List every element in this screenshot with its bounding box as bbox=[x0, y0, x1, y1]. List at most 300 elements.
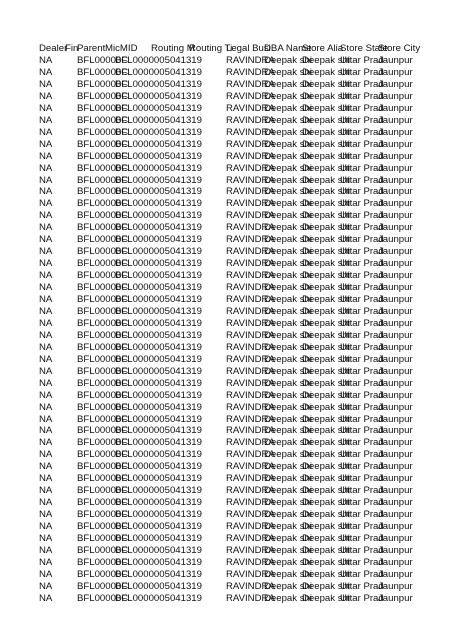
cell-dba-name: Deepak shi bbox=[264, 90, 312, 102]
cell-store-city: Jaunpur bbox=[378, 461, 413, 473]
cell-fin: BFL00000C bbox=[77, 78, 129, 90]
header-cell-micmid: MicMID bbox=[105, 43, 138, 54]
cell-dba-name: Deepak shi bbox=[264, 377, 312, 389]
cell-legal-busi: RAVINDRA bbox=[226, 198, 275, 210]
cell-fin: BFL00000C bbox=[77, 461, 129, 473]
cell-legal-busi: RAVINDRA bbox=[226, 556, 275, 568]
cell-store-alia: Deepak shi bbox=[302, 413, 350, 425]
cell-store-alia: Deepak shi bbox=[302, 234, 350, 246]
cell-store-alia: Deepak shi bbox=[302, 580, 350, 592]
cell-dealer: NA bbox=[39, 533, 53, 544]
cell-legal-busi: RAVINDRA bbox=[226, 258, 275, 270]
cell-store-city: Jaunpur bbox=[378, 102, 413, 114]
cell-fin: BFL00000C bbox=[77, 556, 129, 568]
cell-legal-busi: RAVINDRA bbox=[226, 78, 275, 90]
cell-fin: BFL00000C bbox=[77, 592, 129, 604]
cell-dealer: NA bbox=[39, 317, 53, 329]
table-row bbox=[0, 497, 474, 509]
cell-store-alia: Deepak shi bbox=[302, 126, 350, 138]
cell-store-city: Jaunpur bbox=[378, 568, 413, 580]
cell-legal-busi: RAVINDRA bbox=[226, 533, 275, 544]
table-row bbox=[0, 557, 474, 569]
cell-dealer: NA bbox=[39, 521, 53, 533]
cell-fin: BFL00000C bbox=[77, 210, 129, 222]
cell-store-city: Jaunpur bbox=[378, 174, 413, 186]
cell-store-alia: Deepak shi bbox=[302, 174, 350, 186]
cell-store-alia: Deepak shi bbox=[302, 544, 350, 556]
cell-dba-name: Deepak shi bbox=[264, 66, 312, 78]
cell-dealer: NA bbox=[39, 509, 53, 521]
table-row bbox=[0, 581, 474, 593]
cell-dealer: NA bbox=[39, 580, 53, 592]
cell-store-state: Uttar Prad bbox=[340, 138, 384, 150]
cell-dba-name: Deepak shi bbox=[264, 521, 312, 533]
cell-fin: BFL00000C bbox=[77, 353, 129, 365]
cell-legal-busi: RAVINDRA bbox=[226, 437, 275, 449]
cell-parent: BFL0000005041319 bbox=[115, 198, 202, 210]
cell-legal-busi: RAVINDRA bbox=[226, 162, 275, 174]
cell-store-alia: Deepak shi bbox=[302, 138, 350, 150]
cell-parent: BFL0000005041319 bbox=[115, 55, 202, 66]
cell-dealer: NA bbox=[39, 270, 53, 282]
cell-store-city: Jaunpur bbox=[378, 150, 413, 162]
cell-store-alia: Deepak shi bbox=[302, 341, 350, 353]
cell-dba-name: Deepak shi bbox=[264, 102, 312, 114]
cell-fin: BFL00000C bbox=[77, 497, 129, 509]
cell-parent: BFL0000005041319 bbox=[115, 90, 202, 102]
cell-fin: BFL00000C bbox=[77, 66, 129, 78]
cell-parent: BFL0000005041319 bbox=[115, 485, 202, 497]
cell-store-state: Uttar Prad bbox=[340, 365, 384, 377]
cell-store-alia: Deepak shi bbox=[302, 365, 350, 377]
cell-store-city: Jaunpur bbox=[378, 497, 413, 509]
cell-store-city: Jaunpur bbox=[378, 485, 413, 497]
table-row bbox=[0, 186, 474, 198]
cell-store-alia: Deepak shi bbox=[302, 186, 350, 198]
cell-dealer: NA bbox=[39, 592, 53, 604]
cell-dealer: NA bbox=[39, 568, 53, 580]
cell-dba-name: Deepak shi bbox=[264, 210, 312, 222]
cell-dba-name: Deepak shi bbox=[264, 473, 312, 485]
cell-store-alia: Deepak shi bbox=[302, 485, 350, 497]
cell-dba-name: Deepak shi bbox=[264, 174, 312, 186]
cell-dba-name: Deepak shi bbox=[264, 592, 312, 604]
table-row bbox=[0, 318, 474, 330]
cell-fin: BFL00000C bbox=[77, 533, 129, 544]
cell-legal-busi: RAVINDRA bbox=[226, 341, 275, 353]
cell-parent: BFL0000005041319 bbox=[115, 294, 202, 305]
cell-legal-busi: RAVINDRA bbox=[226, 90, 275, 102]
cell-dba-name: Deepak shi bbox=[264, 353, 312, 365]
cell-legal-busi: RAVINDRA bbox=[226, 580, 275, 592]
cell-dealer: NA bbox=[39, 485, 53, 497]
cell-dba-name: Deepak shi bbox=[264, 485, 312, 497]
cell-legal-busi: RAVINDRA bbox=[226, 305, 275, 317]
cell-dealer: NA bbox=[39, 234, 53, 246]
header-cell-store-city: Store City bbox=[378, 43, 421, 54]
cell-store-city: Jaunpur bbox=[378, 521, 413, 533]
cell-store-alia: Deepak shi bbox=[302, 66, 350, 78]
cell-store-state: Uttar Prad bbox=[340, 521, 384, 533]
cell-store-city: Jaunpur bbox=[378, 425, 413, 437]
header-cell-legal-busi: Legal Busi bbox=[226, 43, 271, 54]
cell-store-city: Jaunpur bbox=[378, 413, 413, 425]
cell-fin: BFL00000C bbox=[77, 138, 129, 150]
table-row bbox=[0, 282, 474, 294]
cell-store-state: Uttar Prad bbox=[340, 294, 384, 305]
table-row bbox=[0, 234, 474, 246]
cell-fin: BFL00000C bbox=[77, 377, 129, 389]
table-row bbox=[0, 306, 474, 318]
cell-fin: BFL00000C bbox=[77, 521, 129, 533]
cell-store-state: Uttar Prad bbox=[340, 533, 384, 544]
cell-legal-busi: RAVINDRA bbox=[226, 126, 275, 138]
cell-parent: BFL0000005041319 bbox=[115, 365, 202, 377]
cell-dba-name: Deepak shi bbox=[264, 461, 312, 473]
cell-parent: BFL0000005041319 bbox=[115, 353, 202, 365]
cell-dba-name: Deepak shi bbox=[264, 186, 312, 198]
cell-store-state: Uttar Prad bbox=[340, 55, 384, 66]
cell-dealer: NA bbox=[39, 162, 53, 174]
cell-dba-name: Deepak shi bbox=[264, 222, 312, 234]
cell-store-city: Jaunpur bbox=[378, 305, 413, 317]
table-row bbox=[0, 509, 474, 521]
cell-legal-busi: RAVINDRA bbox=[226, 210, 275, 222]
cell-store-alia: Deepak shi bbox=[302, 592, 350, 604]
cell-store-alia: Deepak shi bbox=[302, 294, 350, 305]
cell-dealer: NA bbox=[39, 78, 53, 90]
cell-parent: BFL0000005041319 bbox=[115, 258, 202, 270]
cell-fin: BFL00000C bbox=[77, 341, 129, 353]
cell-store-state: Uttar Prad bbox=[340, 282, 384, 294]
cell-legal-busi: RAVINDRA bbox=[226, 592, 275, 604]
cell-store-state: Uttar Prad bbox=[340, 377, 384, 389]
cell-dba-name: Deepak shi bbox=[264, 329, 312, 341]
cell-fin: BFL00000C bbox=[77, 317, 129, 329]
cell-store-alia: Deepak shi bbox=[302, 401, 350, 413]
cell-legal-busi: RAVINDRA bbox=[226, 521, 275, 533]
cell-fin: BFL00000C bbox=[77, 126, 129, 138]
cell-dba-name: Deepak shi bbox=[264, 544, 312, 556]
table-row bbox=[0, 175, 474, 187]
cell-parent: BFL0000005041319 bbox=[115, 568, 202, 580]
cell-dealer: NA bbox=[39, 389, 53, 401]
cell-store-alia: Deepak shi bbox=[302, 270, 350, 282]
cell-fin: BFL00000C bbox=[77, 102, 129, 114]
cell-dba-name: Deepak shi bbox=[264, 114, 312, 126]
cell-store-alia: Deepak shi bbox=[302, 389, 350, 401]
cell-fin: BFL00000C bbox=[77, 473, 129, 485]
cell-store-state: Uttar Prad bbox=[340, 198, 384, 210]
cell-store-city: Jaunpur bbox=[378, 270, 413, 282]
table-row bbox=[0, 163, 474, 175]
cell-dealer: NA bbox=[39, 126, 53, 138]
cell-parent: BFL0000005041319 bbox=[115, 270, 202, 282]
cell-fin: BFL00000C bbox=[77, 365, 129, 377]
cell-fin: BFL00000C bbox=[77, 305, 129, 317]
cell-store-alia: Deepak shi bbox=[302, 246, 350, 258]
cell-fin: BFL00000C bbox=[77, 258, 129, 270]
cell-fin: BFL00000C bbox=[77, 150, 129, 162]
cell-legal-busi: RAVINDRA bbox=[226, 377, 275, 389]
cell-store-city: Jaunpur bbox=[378, 78, 413, 90]
table-row bbox=[0, 222, 474, 234]
cell-fin: BFL00000C bbox=[77, 294, 129, 305]
cell-dealer: NA bbox=[39, 210, 53, 222]
cell-store-alia: Deepak shi bbox=[302, 556, 350, 568]
cell-dealer: NA bbox=[39, 329, 53, 341]
cell-store-city: Jaunpur bbox=[378, 66, 413, 78]
cell-legal-busi: RAVINDRA bbox=[226, 461, 275, 473]
cell-store-state: Uttar Prad bbox=[340, 246, 384, 258]
cell-store-city: Jaunpur bbox=[378, 389, 413, 401]
cell-dealer: NA bbox=[39, 150, 53, 162]
cell-dba-name: Deepak shi bbox=[264, 78, 312, 90]
cell-fin: BFL00000C bbox=[77, 246, 129, 258]
cell-parent: BFL0000005041319 bbox=[115, 329, 202, 341]
cell-store-city: Jaunpur bbox=[378, 186, 413, 198]
cell-parent: BFL0000005041319 bbox=[115, 437, 202, 449]
cell-parent: BFL0000005041319 bbox=[115, 282, 202, 294]
cell-dba-name: Deepak shi bbox=[264, 401, 312, 413]
cell-store-state: Uttar Prad bbox=[340, 186, 384, 198]
cell-store-state: Uttar Prad bbox=[340, 234, 384, 246]
cell-parent: BFL0000005041319 bbox=[115, 138, 202, 150]
cell-store-city: Jaunpur bbox=[378, 353, 413, 365]
cell-store-state: Uttar Prad bbox=[340, 78, 384, 90]
cell-parent: BFL0000005041319 bbox=[115, 497, 202, 509]
cell-dealer: NA bbox=[39, 449, 53, 461]
cell-dba-name: Deepak shi bbox=[264, 449, 312, 461]
cell-dba-name: Deepak shi bbox=[264, 294, 312, 305]
cell-store-city: Jaunpur bbox=[378, 162, 413, 174]
cell-store-alia: Deepak shi bbox=[302, 437, 350, 449]
cell-parent: BFL0000005041319 bbox=[115, 102, 202, 114]
cell-parent: BFL0000005041319 bbox=[115, 78, 202, 90]
cell-legal-busi: RAVINDRA bbox=[226, 222, 275, 234]
cell-store-state: Uttar Prad bbox=[340, 401, 384, 413]
header-cell-routing-m: Routing M bbox=[151, 43, 195, 54]
cell-legal-busi: RAVINDRA bbox=[226, 425, 275, 437]
cell-store-city: Jaunpur bbox=[378, 282, 413, 294]
cell-store-city: Jaunpur bbox=[378, 234, 413, 246]
cell-dba-name: Deepak shi bbox=[264, 317, 312, 329]
cell-store-city: Jaunpur bbox=[378, 556, 413, 568]
cell-fin: BFL00000C bbox=[77, 270, 129, 282]
cell-store-alia: Deepak shi bbox=[302, 282, 350, 294]
cell-legal-busi: RAVINDRA bbox=[226, 365, 275, 377]
cell-store-state: Uttar Prad bbox=[340, 210, 384, 222]
cell-store-alia: Deepak shi bbox=[302, 222, 350, 234]
cell-store-state: Uttar Prad bbox=[340, 437, 384, 449]
cell-dba-name: Deepak shi bbox=[264, 437, 312, 449]
cell-store-city: Jaunpur bbox=[378, 580, 413, 592]
cell-dba-name: Deepak shi bbox=[264, 246, 312, 258]
table-row bbox=[0, 461, 474, 473]
cell-legal-busi: RAVINDRA bbox=[226, 102, 275, 114]
cell-parent: BFL0000005041319 bbox=[115, 234, 202, 246]
cell-dealer: NA bbox=[39, 556, 53, 568]
cell-legal-busi: RAVINDRA bbox=[226, 544, 275, 556]
cell-fin: BFL00000C bbox=[77, 198, 129, 210]
header-row bbox=[0, 43, 474, 55]
cell-store-state: Uttar Prad bbox=[340, 258, 384, 270]
cell-dealer: NA bbox=[39, 102, 53, 114]
cell-store-city: Jaunpur bbox=[378, 401, 413, 413]
cell-dba-name: Deepak shi bbox=[264, 533, 312, 544]
cell-store-state: Uttar Prad bbox=[340, 580, 384, 592]
cell-store-alia: Deepak shi bbox=[302, 198, 350, 210]
cell-legal-busi: RAVINDRA bbox=[226, 174, 275, 186]
cell-dealer: NA bbox=[39, 353, 53, 365]
cell-store-alia: Deepak shi bbox=[302, 461, 350, 473]
cell-store-city: Jaunpur bbox=[378, 473, 413, 485]
cell-parent: BFL0000005041319 bbox=[115, 592, 202, 604]
table-row bbox=[0, 294, 474, 306]
cell-parent: BFL0000005041319 bbox=[115, 305, 202, 317]
cell-store-state: Uttar Prad bbox=[340, 592, 384, 604]
cell-legal-busi: RAVINDRA bbox=[226, 114, 275, 126]
cell-parent: BFL0000005041319 bbox=[115, 377, 202, 389]
table-row bbox=[0, 139, 474, 151]
cell-dealer: NA bbox=[39, 186, 53, 198]
cell-parent: BFL0000005041319 bbox=[115, 341, 202, 353]
cell-store-state: Uttar Prad bbox=[340, 568, 384, 580]
cell-store-city: Jaunpur bbox=[378, 365, 413, 377]
cell-parent: BFL0000005041319 bbox=[115, 222, 202, 234]
cell-parent: BFL0000005041319 bbox=[115, 461, 202, 473]
cell-legal-busi: RAVINDRA bbox=[226, 246, 275, 258]
cell-parent: BFL0000005041319 bbox=[115, 389, 202, 401]
table-row bbox=[0, 127, 474, 139]
cell-store-state: Uttar Prad bbox=[340, 126, 384, 138]
cell-store-city: Jaunpur bbox=[378, 533, 413, 544]
cell-parent: BFL0000005041319 bbox=[115, 401, 202, 413]
cell-dealer: NA bbox=[39, 305, 53, 317]
cell-store-alia: Deepak shi bbox=[302, 78, 350, 90]
cell-parent: BFL0000005041319 bbox=[115, 580, 202, 592]
cell-legal-busi: RAVINDRA bbox=[226, 509, 275, 521]
cell-dba-name: Deepak shi bbox=[264, 580, 312, 592]
cell-dba-name: Deepak shi bbox=[264, 497, 312, 509]
cell-dealer: NA bbox=[39, 174, 53, 186]
cell-dealer: NA bbox=[39, 294, 53, 305]
cell-fin: BFL00000C bbox=[77, 174, 129, 186]
cell-store-city: Jaunpur bbox=[378, 329, 413, 341]
table-row bbox=[0, 115, 474, 127]
cell-store-city: Jaunpur bbox=[378, 138, 413, 150]
cell-store-alia: Deepak shi bbox=[302, 509, 350, 521]
cell-fin: BFL00000C bbox=[77, 485, 129, 497]
cell-legal-busi: RAVINDRA bbox=[226, 317, 275, 329]
cell-store-alia: Deepak shi bbox=[302, 305, 350, 317]
cell-store-state: Uttar Prad bbox=[340, 461, 384, 473]
cell-store-state: Uttar Prad bbox=[340, 389, 384, 401]
cell-dealer: NA bbox=[39, 90, 53, 102]
cell-fin: BFL00000C bbox=[77, 90, 129, 102]
table-row bbox=[0, 449, 474, 461]
header-cell-parent: Parent bbox=[77, 43, 106, 54]
cell-store-state: Uttar Prad bbox=[340, 425, 384, 437]
table-row bbox=[0, 593, 474, 605]
cell-store-state: Uttar Prad bbox=[340, 162, 384, 174]
cell-store-state: Uttar Prad bbox=[340, 473, 384, 485]
table-row bbox=[0, 342, 474, 354]
cell-dealer: NA bbox=[39, 282, 53, 294]
table-row bbox=[0, 103, 474, 115]
header-cell-dba-name: DBA Name bbox=[264, 43, 312, 54]
cell-store-state: Uttar Prad bbox=[340, 485, 384, 497]
cell-store-city: Jaunpur bbox=[378, 509, 413, 521]
cell-store-city: Jaunpur bbox=[378, 210, 413, 222]
cell-dealer: NA bbox=[39, 413, 53, 425]
cell-store-city: Jaunpur bbox=[378, 317, 413, 329]
cell-fin: BFL00000C bbox=[77, 580, 129, 592]
cell-parent: BFL0000005041319 bbox=[115, 246, 202, 258]
cell-store-city: Jaunpur bbox=[378, 437, 413, 449]
table-row bbox=[0, 210, 474, 222]
cell-store-state: Uttar Prad bbox=[340, 66, 384, 78]
cell-store-state: Uttar Prad bbox=[340, 544, 384, 556]
cell-dba-name: Deepak shi bbox=[264, 389, 312, 401]
cell-parent: BFL0000005041319 bbox=[115, 533, 202, 544]
cell-dba-name: Deepak shi bbox=[264, 126, 312, 138]
cell-store-state: Uttar Prad bbox=[340, 305, 384, 317]
cell-parent: BFL0000005041319 bbox=[115, 544, 202, 556]
table-row bbox=[0, 378, 474, 390]
cell-store-alia: Deepak shi bbox=[302, 210, 350, 222]
table-row bbox=[0, 569, 474, 581]
cell-store-state: Uttar Prad bbox=[340, 270, 384, 282]
table-row bbox=[0, 246, 474, 258]
cell-legal-busi: RAVINDRA bbox=[226, 568, 275, 580]
cell-fin: BFL00000C bbox=[77, 389, 129, 401]
cell-legal-busi: RAVINDRA bbox=[226, 389, 275, 401]
cell-fin: BFL00000C bbox=[77, 234, 129, 246]
cell-parent: BFL0000005041319 bbox=[115, 413, 202, 425]
cell-dba-name: Deepak shi bbox=[264, 365, 312, 377]
cell-store-city: Jaunpur bbox=[378, 222, 413, 234]
cell-legal-busi: RAVINDRA bbox=[226, 55, 275, 66]
cell-store-alia: Deepak shi bbox=[302, 55, 350, 66]
table-row bbox=[0, 151, 474, 163]
cell-legal-busi: RAVINDRA bbox=[226, 329, 275, 341]
cell-dba-name: Deepak shi bbox=[264, 55, 312, 66]
table-row bbox=[0, 414, 474, 426]
cell-store-alia: Deepak shi bbox=[302, 497, 350, 509]
cell-dealer: NA bbox=[39, 222, 53, 234]
cell-store-alia: Deepak shi bbox=[302, 90, 350, 102]
cell-dba-name: Deepak shi bbox=[264, 568, 312, 580]
cell-parent: BFL0000005041319 bbox=[115, 174, 202, 186]
cell-store-state: Uttar Prad bbox=[340, 341, 384, 353]
cell-dba-name: Deepak shi bbox=[264, 270, 312, 282]
cell-dealer: NA bbox=[39, 341, 53, 353]
cell-store-city: Jaunpur bbox=[378, 449, 413, 461]
table-row bbox=[0, 258, 474, 270]
cell-legal-busi: RAVINDRA bbox=[226, 413, 275, 425]
header-cell-store-alia: Store Alia bbox=[302, 43, 344, 54]
cell-store-alia: Deepak shi bbox=[302, 317, 350, 329]
cell-store-alia: Deepak shi bbox=[302, 449, 350, 461]
cell-fin: BFL00000C bbox=[77, 437, 129, 449]
header-cell-dealer: Dealer bbox=[39, 43, 68, 54]
table-row bbox=[0, 545, 474, 557]
cell-store-city: Jaunpur bbox=[378, 341, 413, 353]
cell-store-city: Jaunpur bbox=[378, 544, 413, 556]
cell-parent: BFL0000005041319 bbox=[115, 425, 202, 437]
cell-legal-busi: RAVINDRA bbox=[226, 186, 275, 198]
